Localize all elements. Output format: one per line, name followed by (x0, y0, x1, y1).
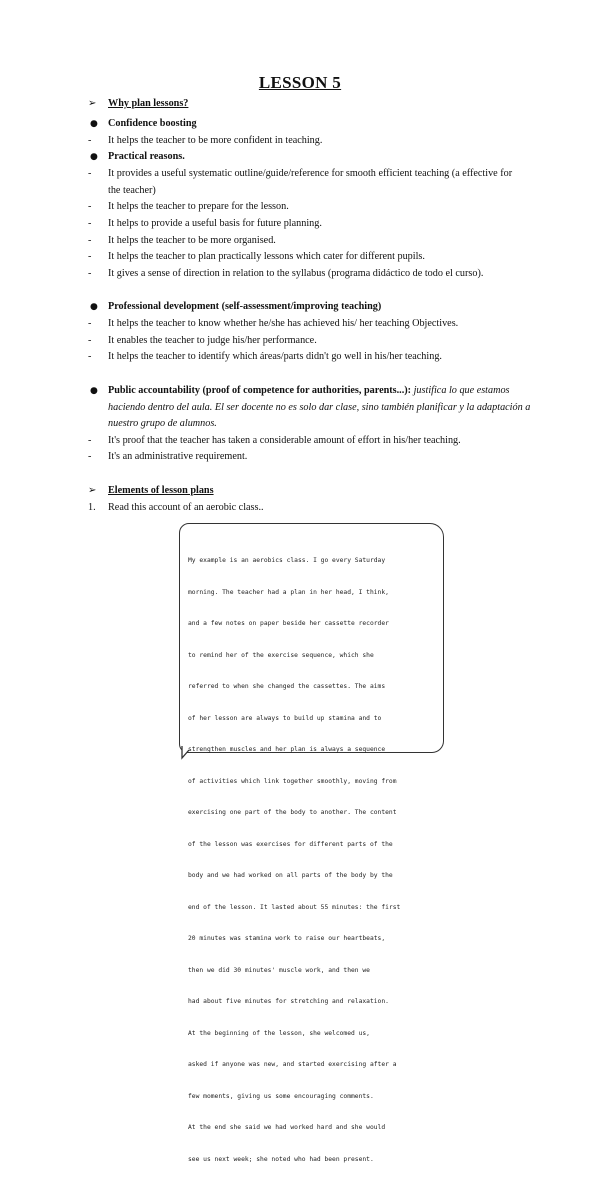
dash-marker: - (88, 268, 92, 279)
list-item: It's an administrative requirement. (108, 451, 248, 462)
figure-line: to remind her of the exercise sequence, which she (188, 651, 374, 659)
subheading-public-accountability (108, 383, 528, 400)
figure-line: 20 minutes was stamina work to raise our heartbeats, (188, 935, 386, 942)
dash-marker: - (88, 351, 92, 362)
dash-marker: - (88, 168, 92, 179)
public-accountability-label: Public accountability (proof of competence for authorities, parents...): (108, 385, 412, 396)
list-item: It helps the teacher to prepare for the lesson. (108, 201, 289, 212)
section-heading-elements: Elements of lesson plans (108, 485, 214, 496)
subheading-professional: Professional development (self-assessment/improving teaching) (108, 301, 382, 312)
dash-marker: - (88, 235, 92, 246)
public-accountability-note-cont: haciendo dentro del aula. El ser docente no es solo dar clase, sino también planificar y la adaptación a (108, 402, 531, 413)
list-item: It helps the teacher to be more confident in teaching. (108, 135, 323, 146)
subheading-confidence: Confidence boosting (108, 118, 197, 129)
list-item: It enables the teacher to judge his/her performance. (108, 335, 317, 346)
list-item-continuation: the teacher) (108, 185, 156, 196)
dash-marker: - (88, 335, 92, 346)
list-item: It helps the teacher to plan practically lessons which cater for different pupils. (108, 251, 425, 262)
dash-marker: - (88, 135, 92, 146)
public-accountability-note: justifica lo que estamos (413, 385, 510, 396)
list-item: It's proof that the teacher has taken a considerable amount of effort in his/her teaching. (108, 435, 461, 446)
figure-line: end of the lesson. It lasted about 55 minutes: the first (188, 903, 401, 911)
figure-line: of the lesson was exercises for different parts of the (188, 840, 393, 848)
bullet-icon: ● (90, 119, 98, 129)
bullet-icon: ● (90, 152, 98, 162)
figure-line: of her lesson are always to build up stamina and to (188, 714, 382, 722)
dash-marker: - (88, 318, 92, 329)
figure-text (188, 535, 433, 1186)
dash-marker: - (88, 251, 92, 262)
figure-line: and a few notes on paper beside her cassette recorder (188, 620, 389, 627)
list-item: It helps the teacher to identify which áreas/parts didn't go well in his/her teaching. (108, 351, 442, 362)
bullet-icon: ● (90, 302, 98, 312)
figure-line: At the end she said we had worked hard and she would (188, 1124, 386, 1131)
numbered-item: Read this account of an aerobic class.. (108, 502, 264, 513)
figure-line: My example is an aerobics class. I go every Saturday (188, 557, 386, 564)
dash-marker: - (88, 435, 92, 446)
figure-line: see us next week; she noted who had been present. (188, 1155, 374, 1163)
figure-line: asked if anyone was new, and started exercising after a (188, 1061, 397, 1068)
figure-line: referred to when she changed the cassettes. The aims (188, 683, 386, 690)
figure-line: of activities which link together smoothly, moving from (188, 777, 397, 785)
figure-line: morning. The teacher had a plan in her head, I think, (188, 588, 389, 596)
figure-line: body and we had worked on all parts of the body by the (188, 872, 393, 879)
dash-marker: - (88, 218, 92, 229)
dash-marker: - (88, 451, 92, 462)
figure-line: At the beginning of the lesson, she welcomed us, (188, 1029, 370, 1037)
arrow-bullet-icon: ➢ (88, 485, 97, 496)
list-item: It gives a sense of direction in relation to the syllabus (programa didáctico de todo el curso). (108, 268, 484, 279)
dash-marker: - (88, 201, 92, 212)
figure-line: strengthen muscles and her plan is always a sequence (188, 746, 386, 753)
figure-line: then we did 30 minutes' muscle work, and then we (188, 966, 370, 974)
list-item: It helps the teacher to know whether he/she has achieved his/ her teaching Objectives. (108, 318, 459, 329)
list-item: It helps to provide a useful basis for future planning. (108, 218, 322, 229)
bullet-icon: ● (90, 386, 98, 396)
subheading-practical: Practical reasons. (108, 151, 185, 162)
section-heading-why-plan: Why plan lessons? (108, 98, 189, 109)
list-item: It provides a useful systematic outline/guide/reference for smooth efficient teaching (a effective for (108, 168, 513, 179)
page-title: LESSON 5 (258, 73, 342, 92)
list-item: It helps the teacher to be more organised. (108, 235, 276, 246)
figure-line: few moments, giving us some encouraging comments. (188, 1092, 374, 1100)
list-number: 1. (88, 502, 96, 513)
figure-line: had about five minutes for stretching and relaxation. (188, 998, 389, 1005)
public-accountability-note-cont: nuestro grupo de alumnos. (108, 418, 217, 429)
figure-line: exercising one part of the body to another. The content (188, 809, 397, 816)
arrow-bullet-icon: ➢ (88, 98, 97, 109)
